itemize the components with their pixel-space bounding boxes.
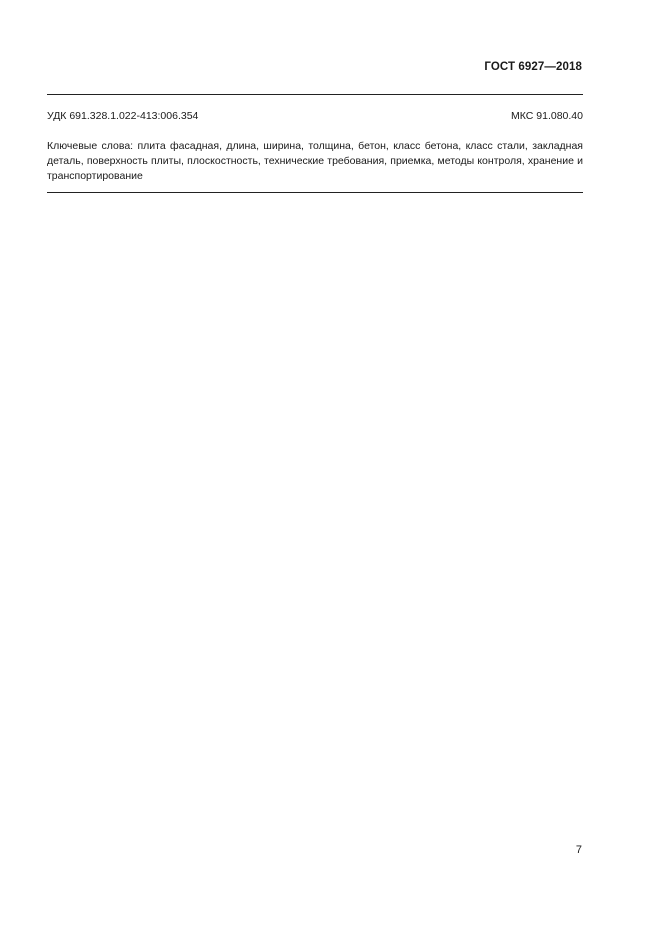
mks-code: МКС 91.080.40 xyxy=(511,110,583,122)
udk-code: УДК 691.328.1.022-413:006.354 xyxy=(47,110,199,122)
top-divider xyxy=(47,94,583,95)
page-number: 7 xyxy=(575,844,582,856)
classification-row xyxy=(47,110,583,122)
keywords-paragraph: Ключевые слова: плита фасадная, длина, ширина, толщина, бетон, класс бетона, класс стали, закладная деталь, поверхность плиты, плоскостность, технические требования, приемка, методы контроля, хранение и транспортирование xyxy=(47,140,583,182)
document-code: ГОСТ 6927—2018 xyxy=(484,61,582,73)
bottom-divider xyxy=(47,192,583,193)
